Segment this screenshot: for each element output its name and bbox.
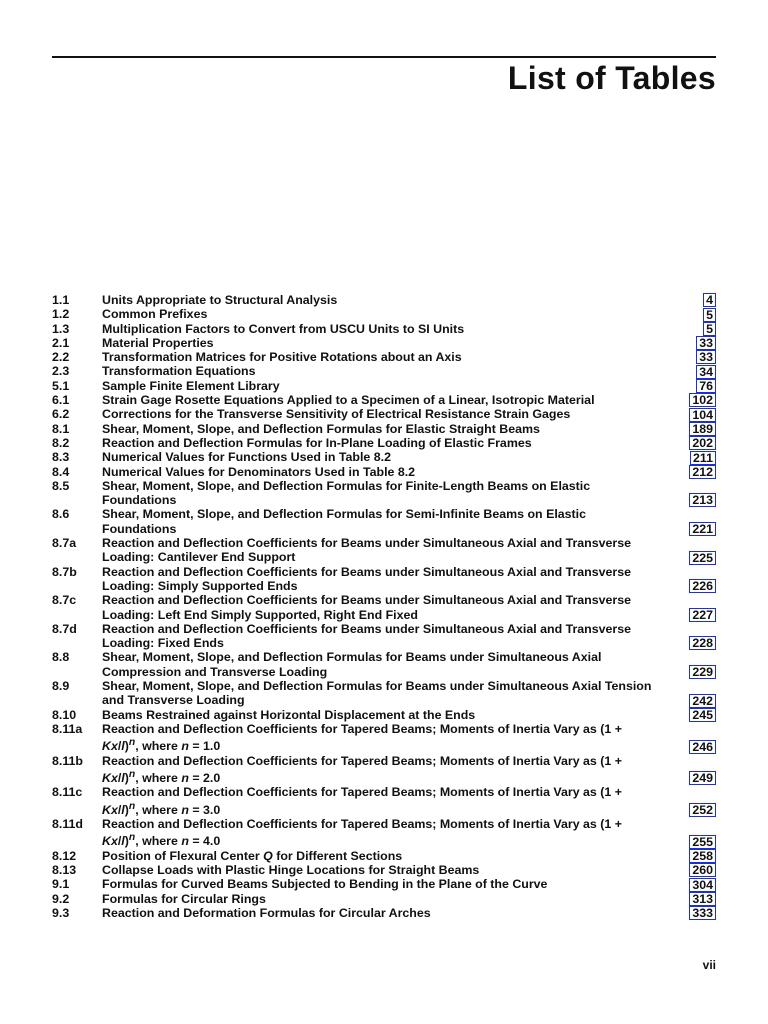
table-title: Strain Gage Rosette Equations Applied to a Specimen of a Linear, Isotropic Material [102, 393, 595, 408]
table-entry [52, 785, 716, 817]
table-number: 8.11d [52, 817, 84, 832]
table-title: Reaction and Deflection Coefficients for Tapered Beams; Moments of Inertia Vary as $(1 + Kx/l)^n$, where n = 3.0 [102, 785, 622, 817]
page-link[interactable]: 227 [689, 608, 716, 622]
table-entry [52, 536, 716, 565]
table-number: 8.12 [52, 848, 77, 863]
table-entry [52, 307, 716, 321]
page-link[interactable]: 189 [689, 422, 716, 436]
table-title: Reaction and Deflection Formulas for In-Plane Loading of Elastic Frames [102, 435, 532, 450]
table-title: Reaction and Deflection Coefficients for Tapered Beams; Moments of Inertia Vary as $(1 + Kx/l)^n$, where n = 2.0 [102, 753, 622, 786]
page-link[interactable]: 260 [689, 863, 716, 877]
table-entry [52, 450, 716, 464]
table-title: Units Appropriate to Structural Analysis [102, 293, 338, 307]
table-title: Beams Restrained against Horizontal Displacement at the Ends [102, 707, 476, 722]
table-title: Shear, Moment, Slope, and Deflection Formulas for Beams under Simultaneous Axial Compression and Transverse Loading [102, 650, 602, 679]
page-link[interactable]: 33 [696, 350, 716, 364]
table-number: 8.9 [52, 679, 70, 694]
table-number: 9.3 [52, 905, 70, 920]
table-number: 2.1 [52, 335, 70, 350]
table-title: Multiplication Factors to Convert from USCU Units to SI Units [102, 321, 465, 336]
table-number: 8.10 [52, 707, 77, 722]
table-entry [52, 407, 716, 421]
table-title: Reaction and Deflection Coefficients for Beams under Simultaneous Axial and Transverse Loading: Simply Supported Ends [102, 564, 632, 593]
table-entry [52, 565, 716, 594]
table-number: 9.1 [52, 877, 70, 892]
table-title: Reaction and Deformation Formulas for Circular Arches [102, 905, 431, 920]
table-title: Reaction and Deflection Coefficients for Beams under Simultaneous Axial and Transverse Loading: Left End Simply Supported, Right End Fixed [102, 593, 632, 622]
table-number: 8.11c [52, 785, 83, 800]
page-link[interactable]: 211 [690, 451, 716, 465]
table-title: Shear, Moment, Slope, and Deflection Formulas for Beams under Simultaneous Axial Tension and Transverse Loading [102, 679, 652, 708]
page-link[interactable]: 225 [689, 551, 716, 565]
table-title: Formulas for Circular Rings [102, 891, 266, 906]
table-title: Numerical Values for Denominators Used in Table 8.2 [102, 464, 416, 479]
table-number: 8.7b [52, 564, 77, 579]
table-number: 8.7c [52, 593, 77, 608]
table-entry [52, 422, 716, 436]
page-link[interactable]: 34 [696, 365, 716, 379]
table-number: 1.2 [52, 307, 70, 322]
table-entry [52, 350, 716, 364]
page-number: vii [702, 958, 716, 972]
page-link[interactable]: 228 [689, 636, 716, 650]
page-link[interactable]: 249 [689, 771, 716, 785]
table-entry [52, 679, 716, 708]
table-entry [52, 817, 716, 849]
page-link[interactable]: 304 [689, 878, 716, 892]
table-entry [52, 379, 716, 393]
table-number: 8.2 [52, 435, 70, 450]
page-link[interactable]: 4 [703, 293, 716, 307]
page-link[interactable]: 252 [689, 803, 716, 817]
table-title: Reaction and Deflection Coefficients for Tapered Beams; Moments of Inertia Vary as $(1 + Kx/l)^n$, where n = 1.0 [102, 721, 622, 754]
page-link[interactable]: 229 [689, 665, 716, 679]
page-link[interactable]: 5 [703, 308, 716, 322]
page-title: List of Tables [507, 60, 716, 96]
page-link[interactable]: 212 [689, 465, 716, 479]
table-number: 6.2 [52, 407, 70, 422]
table-entry [52, 322, 716, 336]
table-number: 8.8 [52, 650, 70, 665]
table-title: Reaction and Deflection Coefficients for Tapered Beams; Moments of Inertia Vary as $(1 + Kx/l)^n$, where n = 4.0 [102, 817, 622, 849]
table-entry [52, 336, 716, 350]
table-title: Shear, Moment, Slope, and Deflection Formulas for Finite-Length Beams on Elastic Foundations [102, 478, 591, 508]
page-link[interactable]: 33 [696, 336, 716, 350]
table-number: 6.1 [52, 393, 70, 408]
page-link[interactable]: 221 [689, 522, 716, 536]
table-list [52, 293, 716, 920]
table-title: Reaction and Deflection Coefficients for Beams under Simultaneous Axial and Transverse Loading: Fixed Ends [102, 621, 632, 651]
table-entry [52, 754, 716, 786]
table-number: 8.7a [52, 536, 77, 551]
page-link[interactable]: 242 [689, 694, 716, 708]
table-title: Corrections for the Transverse Sensitivity of Electrical Resistance Strain Gages [102, 407, 571, 422]
table-number: 2.3 [52, 364, 70, 379]
table-title: Formulas for Curved Beams Subjected to Bending in the Plane of the Curve [102, 877, 548, 892]
table-title: Shear, Moment, Slope, and Deflection Formulas for Semi-Infinite Beams on Elastic Foundations [102, 507, 587, 536]
table-entry [52, 479, 716, 508]
table-entry [52, 436, 716, 450]
page-link[interactable]: 226 [689, 579, 716, 593]
top-rule [52, 56, 716, 58]
table-title: Transformation Matrices for Positive Rotations about an Axis [102, 350, 462, 365]
table-entry [52, 708, 716, 722]
page-link[interactable]: 255 [689, 835, 716, 849]
page-link[interactable]: 104 [689, 408, 716, 422]
table-entry [52, 722, 716, 754]
table-number: 8.13 [52, 863, 77, 878]
page-link[interactable]: 245 [689, 708, 716, 722]
table-title: Common Prefixes [102, 307, 208, 322]
table-number: 8.11b [52, 753, 84, 768]
table-number: 8.4 [52, 464, 70, 479]
table-entry [52, 465, 716, 479]
page-link[interactable]: 202 [689, 436, 716, 450]
page-link[interactable]: 246 [689, 740, 716, 754]
table-entry [52, 364, 716, 378]
table-entry [52, 892, 716, 906]
table-title: Shear, Moment, Slope, and Deflection Formulas for Elastic Straight Beams [102, 421, 540, 436]
page-link[interactable]: 76 [696, 379, 716, 393]
table-title: Transformation Equations [102, 364, 256, 379]
page-link[interactable]: 102 [689, 393, 716, 407]
table-number: 8.1 [52, 421, 70, 436]
table-entry [52, 863, 716, 877]
table-entry [52, 507, 716, 536]
table-number: 5.1 [52, 378, 70, 393]
table-number: 8.5 [52, 478, 70, 493]
table-entry [52, 622, 716, 651]
table-title: Material Properties [102, 335, 214, 350]
table-entry [52, 293, 716, 307]
page-link[interactable]: 333 [689, 906, 716, 920]
table-number: 8.11a [52, 721, 83, 736]
page-link[interactable]: 5 [703, 322, 716, 336]
table-entry [52, 593, 716, 622]
table-number: 1.3 [52, 321, 70, 336]
table-entry [52, 906, 716, 920]
table-number: 8.7d [52, 621, 77, 636]
table-entry [52, 849, 716, 863]
page-link[interactable]: 213 [689, 493, 716, 507]
table-number: 8.3 [52, 450, 70, 465]
table-entry [52, 650, 716, 679]
table-title: Position of Flexural Center Q for Different Sections [102, 848, 403, 863]
table-entry [52, 877, 716, 891]
table-number: 8.6 [52, 507, 70, 522]
page-link[interactable]: 258 [689, 849, 716, 863]
table-number: 2.2 [52, 350, 70, 365]
table-number: 1.1 [52, 293, 70, 307]
table-entry [52, 393, 716, 407]
table-title: Numerical Values for Functions Used in Table 8.2 [102, 450, 391, 465]
page-link[interactable]: 313 [689, 892, 716, 906]
table-title: Collapse Loads with Plastic Hinge Locations for Straight Beams [102, 863, 480, 878]
table-number: 9.2 [52, 891, 70, 906]
table-title: Reaction and Deflection Coefficients for Beams under Simultaneous Axial and Transverse Loading: Cantilever End Support [102, 536, 632, 565]
table-title: Sample Finite Element Library [102, 378, 280, 393]
